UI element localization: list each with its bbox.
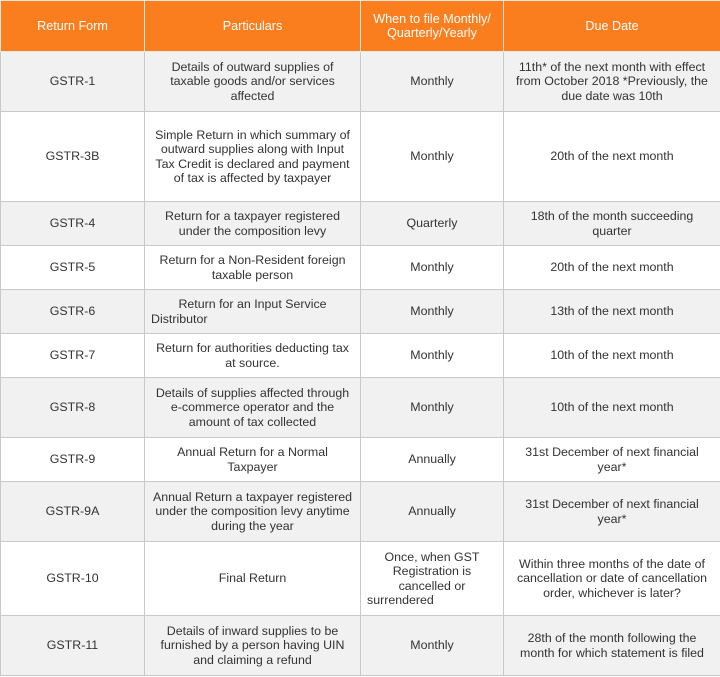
cell-return-form: GSTR-5 <box>1 246 145 290</box>
cell-when-to-file: Quarterly <box>361 202 504 246</box>
table-row <box>1 112 720 202</box>
cell-particulars: Details of inward supplies to be furnished by a person having UIN and claiming a refund <box>145 616 361 676</box>
header-row <box>1 1 720 52</box>
table-row <box>1 616 720 676</box>
cell-return-form: GSTR-9 <box>1 438 145 482</box>
cell-return-form: GSTR-4 <box>1 202 145 246</box>
cell-return-form: GSTR-3B <box>1 112 145 202</box>
table-header <box>1 1 720 52</box>
cell-particulars: Return for a taxpayer registered under the composition levy <box>145 202 361 246</box>
cell-particulars: Details of outward supplies of taxable goods and/or services affected <box>145 52 361 112</box>
table-row <box>1 482 720 542</box>
cell-due-date: 10th of the next month <box>504 378 720 438</box>
cell-due-date: 20th of the next month <box>504 112 720 202</box>
cell-when-to-file: Monthly <box>361 378 504 438</box>
cell-due-date: Within three months of the date of cancellation or date of cancellation order, whichever is later? <box>504 542 720 616</box>
table-row <box>1 542 720 616</box>
cell-due-date: 31st December of next financial year* <box>504 438 720 482</box>
cell-due-date: 10th of the next month <box>504 334 720 378</box>
table-row <box>1 334 720 378</box>
cell-due-date: 11th* of the next month with effect from October 2018 *Previously, the due date was 10th <box>504 52 720 112</box>
cell-when-to-file: Annually <box>361 438 504 482</box>
cell-particulars: Annual Return a taxpayer registered under the composition levy anytime during the year <box>145 482 361 542</box>
cell-return-form: GSTR-1 <box>1 52 145 112</box>
cell-when-to-file: Once, when GST Registration is cancelled or surrendered <box>361 542 504 616</box>
cell-when-to-file: Monthly <box>361 52 504 112</box>
cell-due-date: 28th of the month following the month for which statement is filed <box>504 616 720 676</box>
table-row <box>1 438 720 482</box>
cell-return-form: GSTR-7 <box>1 334 145 378</box>
cell-particulars: Annual Return for a Normal Taxpayer <box>145 438 361 482</box>
table-row <box>1 246 720 290</box>
header-due-date: Due Date <box>504 1 720 52</box>
header-particulars: Particulars <box>145 1 361 52</box>
cell-when-to-file: Monthly <box>361 112 504 202</box>
cell-return-form: GSTR-10 <box>1 542 145 616</box>
cell-due-date: 31st December of next financial year* <box>504 482 720 542</box>
cell-particulars: Final Return <box>145 542 361 616</box>
table-row <box>1 202 720 246</box>
cell-particulars: Simple Return in which summary of outward supplies along with Input Tax Credit is declared and payment of tax is affected by taxpayer <box>145 112 361 202</box>
cell-due-date: 20th of the next month <box>504 246 720 290</box>
cell-when-to-file: Monthly <box>361 616 504 676</box>
cell-when-to-file: Monthly <box>361 246 504 290</box>
cell-particulars: Return for authorities deducting tax at source. <box>145 334 361 378</box>
table-row <box>1 378 720 438</box>
header-when-to-file: When to file Monthly/ Quarterly/Yearly <box>361 1 504 52</box>
cell-due-date: 13th of the next month <box>504 290 720 334</box>
cell-when-to-file: Monthly <box>361 290 504 334</box>
cell-when-to-file: Annually <box>361 482 504 542</box>
table-body <box>1 52 720 676</box>
cell-return-form: GSTR-9A <box>1 482 145 542</box>
cell-particulars: Return for an Input Service Distributor <box>145 290 361 334</box>
cell-when-to-file: Monthly <box>361 334 504 378</box>
cell-particulars: Return for a Non-Resident foreign taxable person <box>145 246 361 290</box>
header-return-form: Return Form <box>1 1 145 52</box>
cell-return-form: GSTR-6 <box>1 290 145 334</box>
cell-particulars: Details of supplies affected through e-commerce operator and the amount of tax collected <box>145 378 361 438</box>
cell-return-form: GSTR-11 <box>1 616 145 676</box>
table-row <box>1 290 720 334</box>
cell-return-form: GSTR-8 <box>1 378 145 438</box>
table-row <box>1 52 720 112</box>
cell-due-date: 18th of the month succeeding quarter <box>504 202 720 246</box>
